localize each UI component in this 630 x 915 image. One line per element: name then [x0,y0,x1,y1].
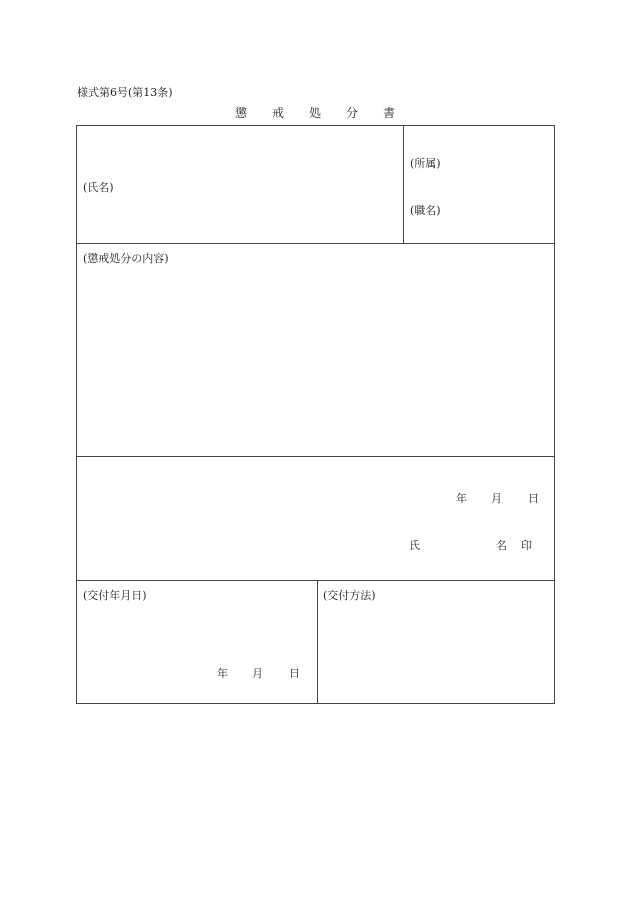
year-char: 年 [217,667,228,680]
year-char: 年 [456,492,467,505]
name-section [77,126,554,244]
content-section [77,244,554,457]
month-char: 月 [491,492,502,505]
position-label: (職名) [410,204,441,217]
day-char: 日 [289,667,300,680]
form-number: 様式第6号(第13条) [77,86,173,99]
delivery-date [217,665,300,681]
delivery-method-label: (交付方法) [323,589,376,602]
month-char: 月 [252,667,263,680]
affiliation-label: (所属) [410,157,441,170]
document-title: 懲戒処分書 [235,106,421,120]
disciplinary-form [76,125,555,704]
name-section-divider [403,126,404,244]
delivery-section [77,581,554,703]
signer-line [409,537,532,553]
surname-char: 氏 [409,539,420,552]
seal-char: 印 [521,539,532,552]
delivery-date-label: (交付年月日) [83,589,147,602]
signature-date [456,490,539,506]
signature-section [77,457,554,581]
name-char: 名 [496,539,507,552]
content-label: (懲戒処分の内容) [83,252,169,265]
delivery-section-divider [317,581,318,703]
day-char: 日 [528,492,539,505]
name-label: (氏名) [83,181,114,194]
